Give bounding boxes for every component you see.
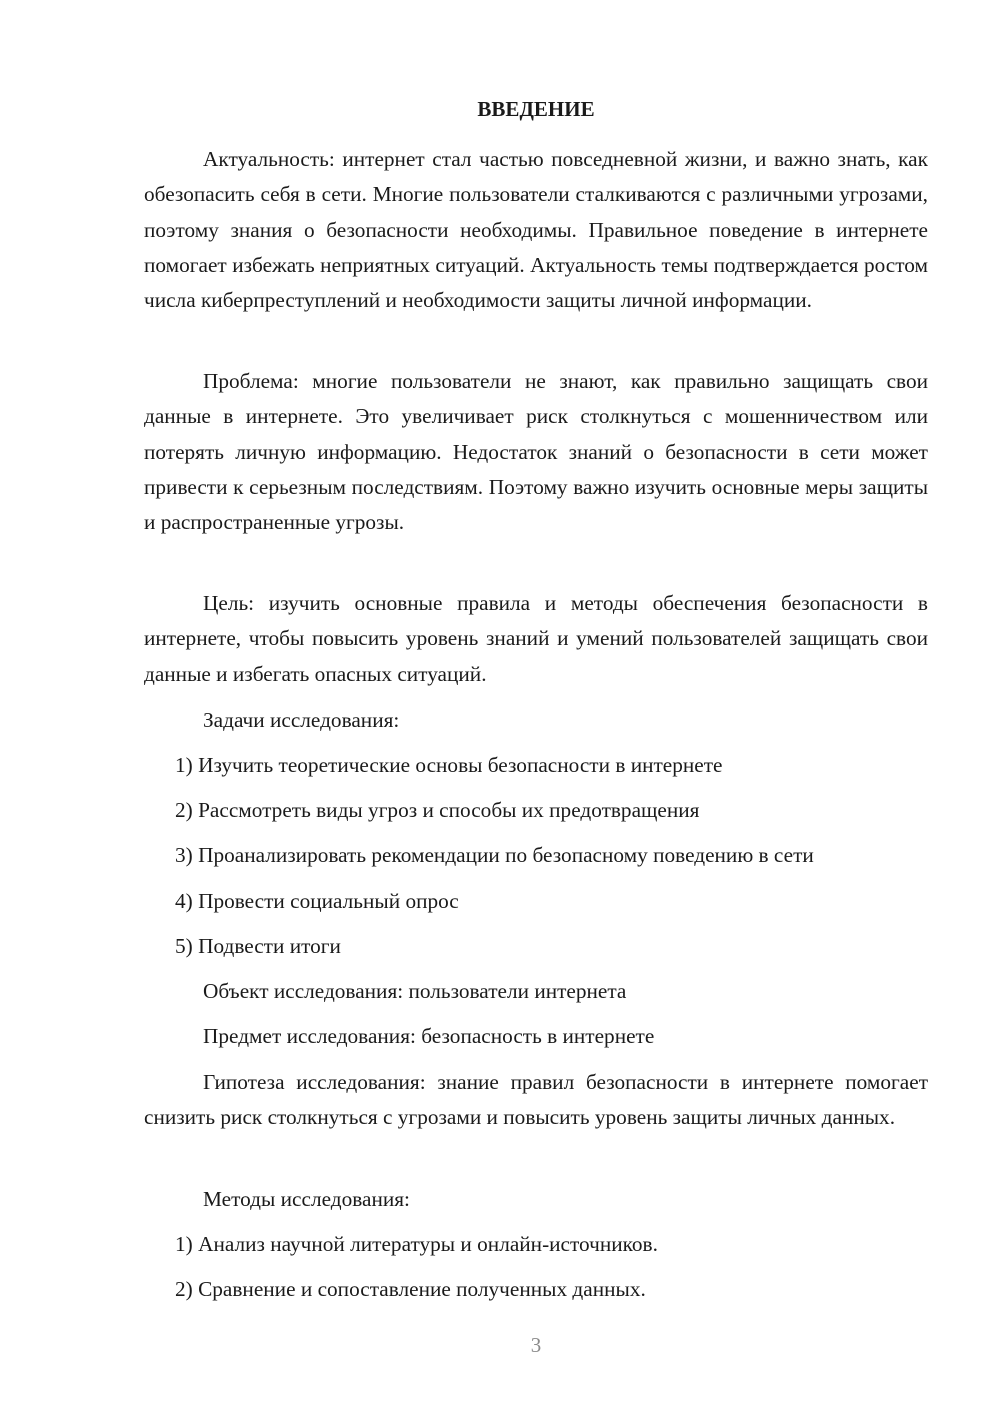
tasks-heading — [144, 703, 928, 738]
problem-paragraph — [144, 364, 928, 540]
task-item-2: 2) Рассмотреть виды угроз и способы их предотвращения — [175, 798, 700, 822]
goal-paragraph — [144, 586, 928, 692]
method-item — [144, 1227, 928, 1262]
task-item-1: 1) Изучить теоретические основы безопасности в интернете — [175, 753, 723, 777]
task-item-4: 4) Провести социальный опрос — [175, 889, 459, 913]
page-number: 3 — [530, 1333, 542, 1357]
relevance-text: Актуальность: интернет стал частью повседневной жизни, и важно знать, как обезопасить себя в сети. Многие пользователи сталкиваются с различными угрозами, поэтому знания о безопасности необходимы. Правильное поведение в интернете помогает избежать неприятных ситуаций. Актуальность темы подтверждается ростом числа киберпреступлений и необходимости защиты личной информации. — [144, 147, 928, 313]
object-text: Объект исследования: пользователи интернета — [203, 979, 627, 1003]
method-item-1: 1) Анализ научной литературы и онлайн-источников. — [175, 1232, 658, 1256]
task-item-3: 3) Проанализировать рекомендации по безопасному поведению в сети — [175, 843, 814, 867]
task-item — [144, 748, 928, 783]
tasks-heading-text: Задачи исследования: — [203, 708, 400, 732]
object-line — [144, 974, 928, 1009]
task-item — [144, 929, 928, 964]
task-item-5: 5) Подвести итоги — [175, 934, 341, 958]
methods-heading-text: Методы исследования: — [203, 1187, 410, 1211]
subject-line — [144, 1019, 928, 1054]
task-item — [144, 838, 928, 873]
task-item — [144, 793, 928, 828]
subject-text: Предмет исследования: безопасность в интернете — [203, 1024, 655, 1048]
method-item-2: 2) Сравнение и сопоставление полученных данных. — [175, 1277, 646, 1301]
task-item — [144, 884, 928, 919]
method-item — [144, 1272, 928, 1307]
page-title: ВВЕДЕНИЕ — [477, 97, 595, 121]
problem-text: Проблема: многие пользователи не знают, как правильно защищать свои данные в интернете. Это увеличивает риск столкнуться с мошенничеством или потерять личную информацию. Недостаток знаний о безопасности в сети может привести к серьезным последствиям. Поэтому важно изучить основные меры защиты и распространенные угрозы. — [144, 369, 928, 535]
hypothesis-paragraph — [144, 1065, 928, 1136]
hypothesis-text: Гипотеза исследования: знание правил безопасности в интернете помогает снизить риск столкнуться с угрозами и повысить уровень защиты личных данных. — [144, 1070, 928, 1130]
methods-heading — [144, 1182, 928, 1217]
goal-text: Цель: изучить основные правила и методы обеспечения безопасности в интернете, чтобы повысить уровень знаний и умений пользователей защищать свои данные и избегать опасных ситуаций. — [144, 591, 928, 686]
relevance-paragraph — [144, 142, 928, 318]
